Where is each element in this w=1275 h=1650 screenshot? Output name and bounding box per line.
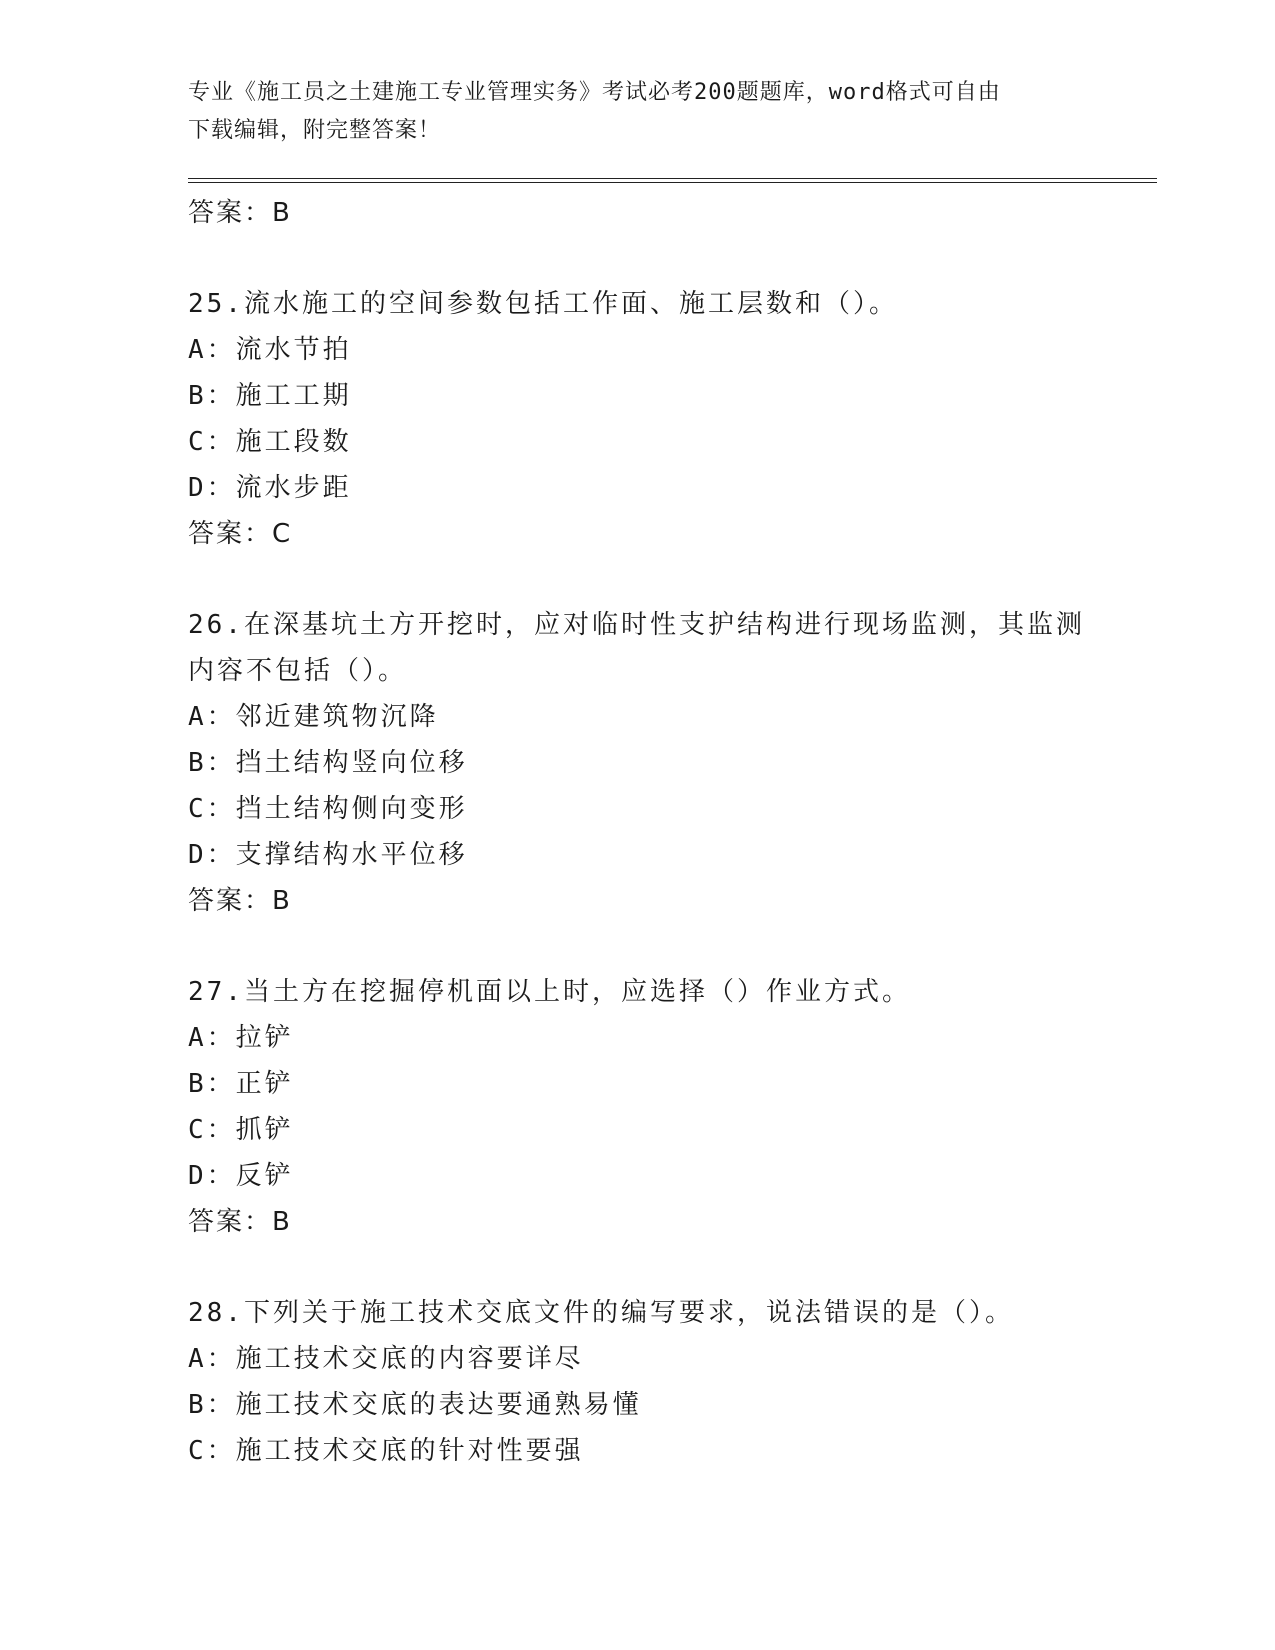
answer-line: 答案：B <box>188 198 292 228</box>
question-text-line-1: 26.在深基坑土方开挖时，应对临时性支护结构进行现场监测，其监测 <box>188 610 1085 640</box>
option-a: A：施工技术交底的内容要详尽 <box>188 1344 584 1374</box>
document-header <box>188 74 1068 150</box>
answer-line: 答案：B <box>188 1207 292 1237</box>
header-line-1: 专业《施工员之土建施工专业管理实务》考试必考200题题库，word格式可自由 <box>188 80 1001 105</box>
question-text: 25.流水施工的空间参数包括工作面、施工层数和（）。 <box>188 289 898 319</box>
header-line-2: 下载编辑，附完整答案！ <box>188 118 442 143</box>
question-block <box>188 1290 1088 1474</box>
option-b: B：挡土结构竖向位移 <box>188 748 468 778</box>
question-list <box>188 190 1088 1474</box>
option-c: C：挡土结构侧向变形 <box>188 794 468 824</box>
option-c: C：施工技术交底的针对性要强 <box>188 1436 584 1466</box>
option-b: B：正铲 <box>188 1069 294 1099</box>
option-a: A：流水节拍 <box>188 335 352 365</box>
question-block <box>188 602 1088 924</box>
question-block <box>188 969 1088 1245</box>
header-divider <box>188 178 1157 183</box>
answer-line: 答案：B <box>188 886 292 916</box>
option-d: D：反铲 <box>188 1161 294 1191</box>
option-c: C：抓铲 <box>188 1115 294 1145</box>
option-b: B：施工工期 <box>188 381 352 411</box>
option-a: A：拉铲 <box>188 1023 294 1053</box>
answer-line: 答案：C <box>188 519 293 549</box>
option-c: C：施工段数 <box>188 427 352 457</box>
option-b: B：施工技术交底的表达要通熟易懂 <box>188 1390 642 1420</box>
option-d: D：流水步距 <box>188 473 352 503</box>
option-d: D：支撑结构水平位移 <box>188 840 468 870</box>
question-block <box>188 281 1088 557</box>
question-text: 28.下列关于施工技术交底文件的编写要求，说法错误的是（）。 <box>188 1298 1014 1328</box>
option-a: A：邻近建筑物沉降 <box>188 702 439 732</box>
question-text: 27.当土方在挖掘停机面以上时，应选择（）作业方式。 <box>188 977 911 1007</box>
question-text-line-2: 内容不包括（）。 <box>188 656 408 686</box>
